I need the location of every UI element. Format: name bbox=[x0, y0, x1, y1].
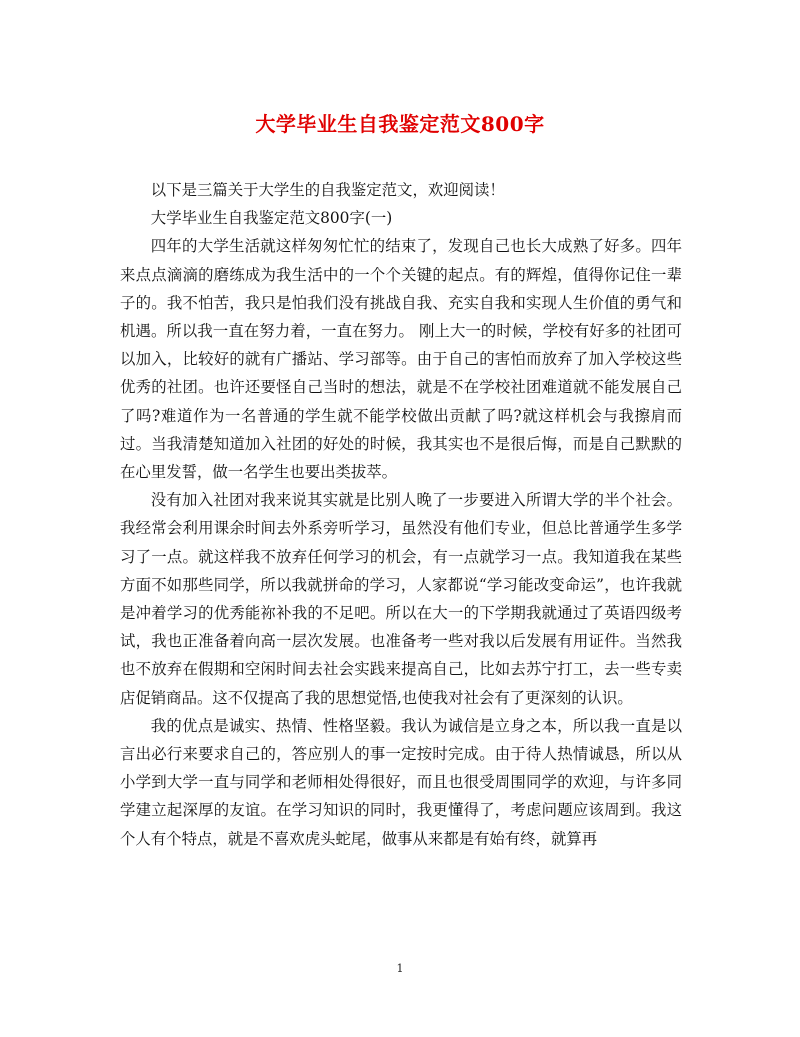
document-title: 大学毕业生自我鉴定范文800字 bbox=[255, 112, 545, 136]
intro-paragraph: 以下是三篇关于大学生的自我鉴定范文，欢迎阅读！ bbox=[150, 181, 505, 199]
document-body bbox=[120, 176, 682, 853]
body-paragraph: 四年的大学生活就这样匆匆忙忙的结束了，发现自己也长大成熟了好多。四年来点点滴滴的磨练成为我生活中的一个个关键的起点。有的辉煌，值得你记住一辈子的。我不怕苦，我只是怕我们没有挑战自我、充实自我和实现人生价值的勇气和机遇。所以我一直在努力着，一直在努力。 刚上大一的时候，学校有好多的社团可以加入，比较好的就有广播站、学习部等。由于自己的害怕而放弃了加入学校这些优秀的社团。也许还要怪自己当时的想法，就是不在学校社团难道就不能发展自己了吗?难道作为一名普通的学生就不能学校做出贡献了吗?就这样机会与我擦肩而过。当我清楚知道加入社团的好处的时候，我其实也不是很后悔，而是自己默默的在心里发誓，做一名学生也要出类拔萃。 bbox=[120, 237, 682, 482]
section-heading: 大学毕业生自我鉴定范文800字(一) bbox=[150, 209, 393, 228]
page-number: 1 bbox=[396, 962, 404, 975]
body-paragraph: 没有加入社团对我来说其实就是比别人晚了一步要进入所谓大学的半个社会。我经常会利用课余时间去外系旁听学习，虽然没有他们专业，但总比普通学生多学习了一点。就这样我不放弃任何学习的机会，有一点就学习一点。我知道我在某些方面不如那些同学，所以我就拼命的学习，人家都说“学习能改变命运”，也许我就是冲着学习的优秀能祢补我的不足吧。所以在大一的下学期我就通过了英语四级考试，我也正准备着向高一层次发展。也准备考一些对我以后发展有用证件。当然我也不放弃在假期和空闲时间去社会实践来提高自己，比如去苏宁打工，去一些专卖店促销商品。这不仅提高了我的思想觉悟,也使我对社会有了更深刻的认识。 bbox=[120, 491, 682, 707]
body-paragraph: 我的优点是诚实、热情、性格坚毅。我认为诚信是立身之本，所以我一直是以言出必行来要求自己的，答应别人的事一定按时完成。由于待人热情诚恳，所以从小学到大学一直与同学和老师相处得很好，而且也很受周围同学的欢迎，与许多同学建立起深厚的友谊。在学习知识的同时，我更懂得了，考虑问题应该周到。我这个人有个特点，就是不喜欢虎头蛇尾，做事从来都是有始有终，就算再 bbox=[120, 716, 682, 848]
